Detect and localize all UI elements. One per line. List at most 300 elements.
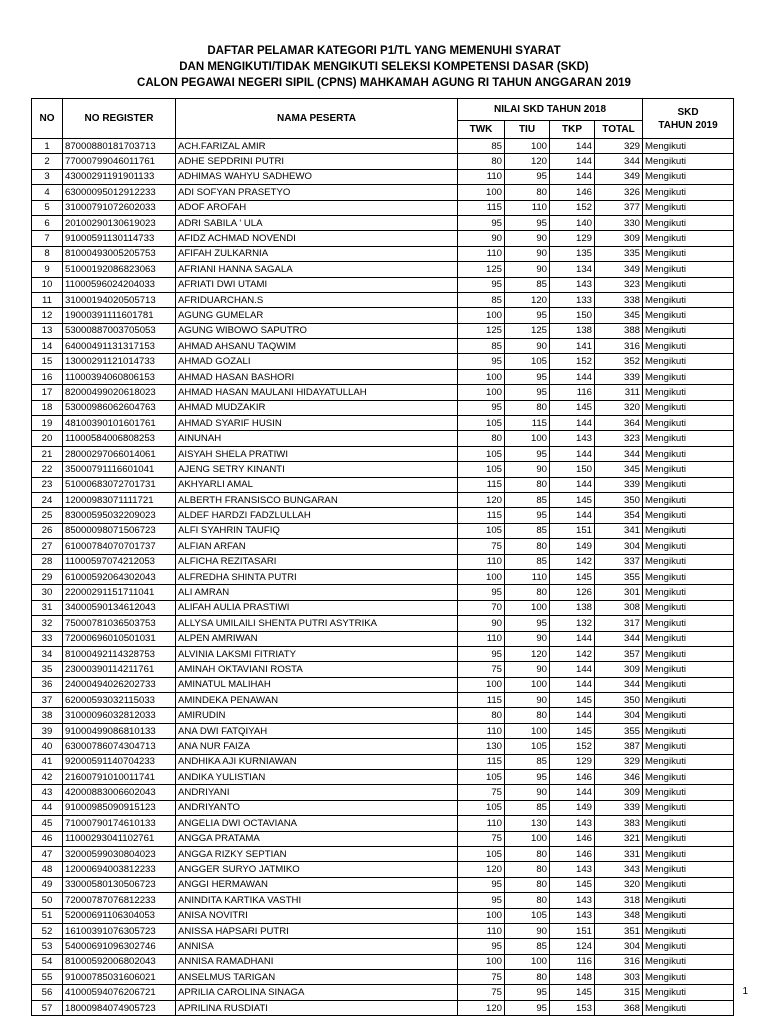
row-status: Mengikuti <box>643 723 734 738</box>
row-name: ACH.FARIZAL AMIR <box>176 139 458 154</box>
row-tkp: 144 <box>550 631 595 646</box>
row-name: ANDRIYANTO <box>176 800 458 815</box>
table-row <box>32 877 734 892</box>
row-status: Mengikuti <box>643 354 734 369</box>
row-register: 24000494026202733 <box>63 677 176 692</box>
row-tiu: 130 <box>505 816 550 831</box>
row-tiu: 95 <box>505 985 550 1000</box>
row-total: 344 <box>595 154 643 169</box>
table-row <box>32 308 734 323</box>
row-name: ADI SOFYAN PRASETYO <box>176 185 458 200</box>
row-twk: 90 <box>458 616 505 631</box>
title-line-2: DAN MENGIKUTI/TIDAK MENGIKUTI SELEKSI KOMPETENSI DASAR (SKD) <box>179 61 589 73</box>
row-name: AFRIATI DWI UTAMI <box>176 277 458 292</box>
table-row <box>32 631 734 646</box>
row-no: 13 <box>32 323 63 338</box>
row-tiu: 95 <box>505 215 550 230</box>
table-row <box>32 646 734 661</box>
row-twk: 100 <box>458 569 505 584</box>
row-no: 5 <box>32 200 63 215</box>
row-register: 35000791116601041 <box>63 462 176 477</box>
row-tiu: 80 <box>505 539 550 554</box>
row-name: AFIFAH ZULKARNIA <box>176 246 458 261</box>
row-register: 87000880181703713 <box>63 139 176 154</box>
table-row <box>32 185 734 200</box>
row-tiu: 90 <box>505 693 550 708</box>
row-tiu: 105 <box>505 739 550 754</box>
row-total: 344 <box>595 631 643 646</box>
table-row <box>32 1000 734 1015</box>
row-total: 349 <box>595 262 643 277</box>
row-status: Mengikuti <box>643 539 734 554</box>
row-status: Mengikuti <box>643 492 734 507</box>
table-row <box>32 708 734 723</box>
row-register: 63000786074304713 <box>63 739 176 754</box>
row-name: AISYAH SHELA PRATIWI <box>176 446 458 461</box>
table-row <box>32 154 734 169</box>
row-tkp: 150 <box>550 308 595 323</box>
row-status: Mengikuti <box>643 385 734 400</box>
row-tiu: 110 <box>505 569 550 584</box>
header-total: TOTAL <box>595 121 643 139</box>
row-tiu: 90 <box>505 231 550 246</box>
row-status: Mengikuti <box>643 646 734 661</box>
row-no: 25 <box>32 508 63 523</box>
table-row <box>32 739 734 754</box>
row-twk: 115 <box>458 508 505 523</box>
table-row <box>32 862 734 877</box>
table-row <box>32 585 734 600</box>
row-twk: 95 <box>458 400 505 415</box>
row-no: 33 <box>32 631 63 646</box>
table-row <box>32 339 734 354</box>
row-register: 77000799046011761 <box>63 154 176 169</box>
row-tkp: 145 <box>550 723 595 738</box>
row-status: Mengikuti <box>643 246 734 261</box>
row-total: 316 <box>595 954 643 969</box>
row-status: Mengikuti <box>643 908 734 923</box>
row-total: 344 <box>595 677 643 692</box>
row-status: Mengikuti <box>643 693 734 708</box>
table-row <box>32 831 734 846</box>
row-status: Mengikuti <box>643 785 734 800</box>
table-row <box>32 292 734 307</box>
row-total: 346 <box>595 770 643 785</box>
table-row <box>32 723 734 738</box>
table-row <box>32 677 734 692</box>
row-total: 304 <box>595 539 643 554</box>
row-tiu: 90 <box>505 262 550 277</box>
row-register: 43000291191901133 <box>63 169 176 184</box>
row-status: Mengikuti <box>643 462 734 477</box>
row-name: AHMAD HASAN MAULANI HIDAYATULLAH <box>176 385 458 400</box>
row-name: AHMAD GOZALI <box>176 354 458 369</box>
row-no: 4 <box>32 185 63 200</box>
row-twk: 110 <box>458 723 505 738</box>
header-skd-label: SKD <box>677 106 699 118</box>
table-row <box>32 277 734 292</box>
table-row <box>32 215 734 230</box>
row-total: 320 <box>595 400 643 415</box>
row-total: 388 <box>595 323 643 338</box>
row-tiu: 100 <box>505 831 550 846</box>
row-tiu: 90 <box>505 662 550 677</box>
row-tiu: 95 <box>505 169 550 184</box>
row-tkp: 141 <box>550 339 595 354</box>
table-row <box>32 385 734 400</box>
row-register: 54000691096302746 <box>63 939 176 954</box>
row-total: 323 <box>595 277 643 292</box>
table-row <box>32 169 734 184</box>
row-tiu: 90 <box>505 923 550 938</box>
row-status: Mengikuti <box>643 970 734 985</box>
row-status: Mengikuti <box>643 215 734 230</box>
row-name: AMINAH OKTAVIANI ROSTA <box>176 662 458 677</box>
row-twk: 90 <box>458 231 505 246</box>
row-tkp: 144 <box>550 154 595 169</box>
row-total: 330 <box>595 215 643 230</box>
row-no: 12 <box>32 308 63 323</box>
row-tkp: 151 <box>550 523 595 538</box>
table-row <box>32 662 734 677</box>
row-name: ANDHIKA AJI KURNIAWAN <box>176 754 458 769</box>
row-name: ANGGA PRATAMA <box>176 831 458 846</box>
row-no: 43 <box>32 785 63 800</box>
row-total: 357 <box>595 646 643 661</box>
row-tkp: 149 <box>550 539 595 554</box>
table-row <box>32 846 734 861</box>
row-register: 23000390114211761 <box>63 662 176 677</box>
row-register: 51000683072701731 <box>63 477 176 492</box>
table-row <box>32 446 734 461</box>
row-no: 19 <box>32 416 63 431</box>
row-tiu: 90 <box>505 246 550 261</box>
row-status: Mengikuti <box>643 477 734 492</box>
row-name: ADHE SEPDRINI PUTRI <box>176 154 458 169</box>
row-total: 329 <box>595 139 643 154</box>
row-twk: 120 <box>458 492 505 507</box>
row-tkp: 146 <box>550 846 595 861</box>
row-no: 50 <box>32 893 63 908</box>
row-total: 337 <box>595 554 643 569</box>
row-tiu: 100 <box>505 431 550 446</box>
table-row <box>32 816 734 831</box>
row-no: 15 <box>32 354 63 369</box>
row-register: 63000095012912233 <box>63 185 176 200</box>
header-twk: TWK <box>458 121 505 139</box>
row-total: 338 <box>595 292 643 307</box>
table-row <box>32 800 734 815</box>
table-row <box>32 416 734 431</box>
row-name: ALFI SYAHRIN TAUFIQ <box>176 523 458 538</box>
row-no: 1 <box>32 139 63 154</box>
row-total: 348 <box>595 908 643 923</box>
row-tkp: 144 <box>550 677 595 692</box>
row-tiu: 100 <box>505 139 550 154</box>
row-status: Mengikuti <box>643 339 734 354</box>
table-row <box>32 754 734 769</box>
row-no: 21 <box>32 446 63 461</box>
row-name: AFRIANI HANNA SAGALA <box>176 262 458 277</box>
row-tiu: 80 <box>505 185 550 200</box>
row-tkp: 145 <box>550 569 595 584</box>
row-status: Mengikuti <box>643 954 734 969</box>
row-tkp: 142 <box>550 646 595 661</box>
row-status: Mengikuti <box>643 816 734 831</box>
header-no-register: NO REGISTER <box>63 99 176 139</box>
row-no: 42 <box>32 770 63 785</box>
row-name: ANGGI HERMAWAN <box>176 877 458 892</box>
table-row <box>32 462 734 477</box>
row-total: 326 <box>595 185 643 200</box>
row-total: 303 <box>595 970 643 985</box>
row-tkp: 144 <box>550 508 595 523</box>
row-no: 20 <box>32 431 63 446</box>
row-tiu: 90 <box>505 785 550 800</box>
row-total: 318 <box>595 893 643 908</box>
row-status: Mengikuti <box>643 200 734 215</box>
row-register: 19000391111601781 <box>63 308 176 323</box>
row-total: 350 <box>595 492 643 507</box>
title-line-1: DAFTAR PELAMAR KATEGORI P1/TL YANG MEMENUHI SYARAT <box>207 45 561 57</box>
row-register: 21600791010011741 <box>63 770 176 785</box>
row-total: 352 <box>595 354 643 369</box>
row-twk: 95 <box>458 877 505 892</box>
row-total: 387 <box>595 739 643 754</box>
row-twk: 110 <box>458 923 505 938</box>
table-body <box>32 139 734 1016</box>
row-name: ANNISA RAMADHANI <box>176 954 458 969</box>
table-row <box>32 200 734 215</box>
header-tkp: TKP <box>550 121 595 139</box>
table-row <box>32 770 734 785</box>
row-register: 91000785031606021 <box>63 970 176 985</box>
row-tiu: 105 <box>505 908 550 923</box>
row-tiu: 85 <box>505 800 550 815</box>
row-register: 12000694003812233 <box>63 862 176 877</box>
header-skd-year: TAHUN 2019 <box>658 119 718 131</box>
row-tkp: 135 <box>550 246 595 261</box>
row-total: 304 <box>595 708 643 723</box>
row-name: ANDIKA YULISTIAN <box>176 770 458 785</box>
row-twk: 75 <box>458 539 505 554</box>
row-twk: 95 <box>458 277 505 292</box>
row-status: Mengikuti <box>643 739 734 754</box>
row-status: Mengikuti <box>643 508 734 523</box>
row-status: Mengikuti <box>643 846 734 861</box>
row-twk: 85 <box>458 292 505 307</box>
row-no: 22 <box>32 462 63 477</box>
row-no: 9 <box>32 262 63 277</box>
row-register: 22000291151711041 <box>63 585 176 600</box>
row-tkp: 133 <box>550 292 595 307</box>
row-tkp: 143 <box>550 908 595 923</box>
row-tkp: 144 <box>550 446 595 461</box>
row-no: 37 <box>32 693 63 708</box>
row-register: 34000590134612043 <box>63 600 176 615</box>
table-row <box>32 246 734 261</box>
row-total: 323 <box>595 431 643 446</box>
table-row <box>32 431 734 446</box>
row-total: 304 <box>595 939 643 954</box>
row-twk: 95 <box>458 585 505 600</box>
table-row <box>32 139 734 154</box>
row-tiu: 100 <box>505 723 550 738</box>
row-no: 55 <box>32 970 63 985</box>
row-name: ADHIMAS WAHYU SADHEWO <box>176 169 458 184</box>
row-tiu: 80 <box>505 846 550 861</box>
row-tkp: 142 <box>550 554 595 569</box>
table-row <box>32 785 734 800</box>
row-tkp: 151 <box>550 923 595 938</box>
row-tiu: 80 <box>505 970 550 985</box>
row-tiu: 85 <box>505 754 550 769</box>
row-status: Mengikuti <box>643 185 734 200</box>
row-twk: 105 <box>458 416 505 431</box>
row-name: ALFREDHA SHINTA PUTRI <box>176 569 458 584</box>
row-twk: 105 <box>458 770 505 785</box>
row-tkp: 144 <box>550 169 595 184</box>
row-tiu: 95 <box>505 616 550 631</box>
row-total: 355 <box>595 723 643 738</box>
table-row <box>32 508 734 523</box>
row-no: 48 <box>32 862 63 877</box>
row-tiu: 120 <box>505 154 550 169</box>
row-register: 11000597074212053 <box>63 554 176 569</box>
row-no: 35 <box>32 662 63 677</box>
row-name: ANNISA <box>176 939 458 954</box>
row-total: 309 <box>595 785 643 800</box>
row-register: 85000098071506723 <box>63 523 176 538</box>
row-tkp: 143 <box>550 862 595 877</box>
row-total: 311 <box>595 385 643 400</box>
row-tkp: 152 <box>550 354 595 369</box>
row-twk: 105 <box>458 462 505 477</box>
row-tkp: 134 <box>550 262 595 277</box>
row-no: 18 <box>32 400 63 415</box>
row-tiu: 100 <box>505 954 550 969</box>
row-register: 31000096032812033 <box>63 708 176 723</box>
row-register: 20100290130619023 <box>63 215 176 230</box>
row-no: 31 <box>32 600 63 615</box>
row-status: Mengikuti <box>643 231 734 246</box>
row-no: 17 <box>32 385 63 400</box>
row-tiu: 85 <box>505 554 550 569</box>
row-tkp: 144 <box>550 416 595 431</box>
row-name: ALVINIA LAKSMI FITRIATY <box>176 646 458 661</box>
row-tiu: 85 <box>505 492 550 507</box>
row-no: 53 <box>32 939 63 954</box>
row-no: 44 <box>32 800 63 815</box>
row-status: Mengikuti <box>643 369 734 384</box>
row-tkp: 146 <box>550 831 595 846</box>
row-twk: 100 <box>458 677 505 692</box>
row-status: Mengikuti <box>643 677 734 692</box>
row-name: AHMAD SYARIF HUSIN <box>176 416 458 431</box>
row-register: 31000791072602033 <box>63 200 176 215</box>
table-row <box>32 908 734 923</box>
row-twk: 125 <box>458 323 505 338</box>
row-status: Mengikuti <box>643 169 734 184</box>
row-total: 316 <box>595 339 643 354</box>
row-total: 355 <box>595 569 643 584</box>
row-name: ALBERTH FRANSISCO BUNGARAN <box>176 492 458 507</box>
row-status: Mengikuti <box>643 800 734 815</box>
row-total: 331 <box>595 846 643 861</box>
row-tkp: 124 <box>550 939 595 954</box>
row-tkp: 132 <box>550 616 595 631</box>
table-row <box>32 693 734 708</box>
row-tiu: 80 <box>505 585 550 600</box>
row-name: APRILIA CAROLINA SINAGA <box>176 985 458 1000</box>
row-status: Mengikuti <box>643 616 734 631</box>
row-tkp: 143 <box>550 816 595 831</box>
row-no: 30 <box>32 585 63 600</box>
row-tkp: 144 <box>550 139 595 154</box>
row-twk: 100 <box>458 385 505 400</box>
row-twk: 75 <box>458 662 505 677</box>
row-status: Mengikuti <box>643 446 734 461</box>
row-status: Mengikuti <box>643 770 734 785</box>
table-row <box>32 523 734 538</box>
row-tiu: 95 <box>505 770 550 785</box>
row-status: Mengikuti <box>643 323 734 338</box>
row-total: 321 <box>595 831 643 846</box>
row-register: 11000596024204033 <box>63 277 176 292</box>
row-tkp: 143 <box>550 277 595 292</box>
row-no: 41 <box>32 754 63 769</box>
row-no: 8 <box>32 246 63 261</box>
table-row <box>32 539 734 554</box>
table-row <box>32 616 734 631</box>
row-twk: 105 <box>458 446 505 461</box>
row-tiu: 95 <box>505 308 550 323</box>
row-tkp: 138 <box>550 600 595 615</box>
row-twk: 110 <box>458 816 505 831</box>
row-total: 368 <box>595 1000 643 1015</box>
row-twk: 125 <box>458 262 505 277</box>
row-twk: 100 <box>458 908 505 923</box>
row-no: 51 <box>32 908 63 923</box>
row-twk: 130 <box>458 739 505 754</box>
row-twk: 80 <box>458 431 505 446</box>
row-status: Mengikuti <box>643 569 734 584</box>
table-row <box>32 985 734 1000</box>
row-status: Mengikuti <box>643 939 734 954</box>
row-status: Mengikuti <box>643 923 734 938</box>
table-row <box>32 939 734 954</box>
row-no: 7 <box>32 231 63 246</box>
row-twk: 115 <box>458 200 505 215</box>
row-no: 45 <box>32 816 63 831</box>
row-no: 49 <box>32 877 63 892</box>
row-register: 81000492114328753 <box>63 646 176 661</box>
row-total: 309 <box>595 231 643 246</box>
row-total: 345 <box>595 308 643 323</box>
row-name: ANGGA RIZKY SEPTIAN <box>176 846 458 861</box>
row-tiu: 85 <box>505 523 550 538</box>
row-name: AMIRUDIN <box>176 708 458 723</box>
row-name: ANA NUR FAIZA <box>176 739 458 754</box>
row-total: 354 <box>595 508 643 523</box>
row-status: Mengikuti <box>643 431 734 446</box>
row-name: APRILINA RUSDIATI <box>176 1000 458 1015</box>
row-name: ANGGER SURYO JATMIKO <box>176 862 458 877</box>
table-row <box>32 554 734 569</box>
row-register: 72000787076812233 <box>63 893 176 908</box>
row-twk: 80 <box>458 708 505 723</box>
row-status: Mengikuti <box>643 554 734 569</box>
